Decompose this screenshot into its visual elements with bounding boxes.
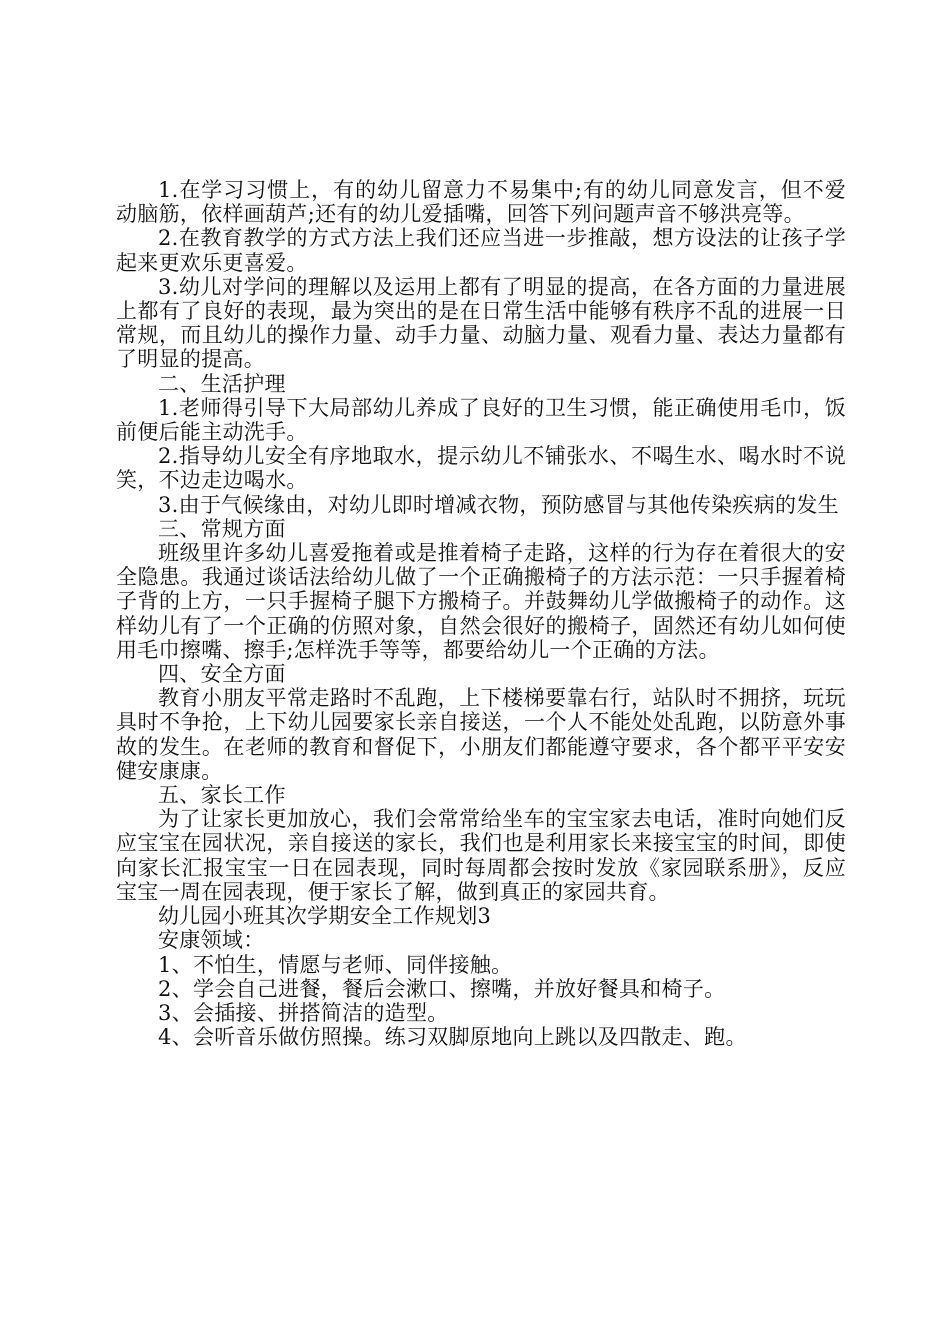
section-heading-safety: 四、安全方面 — [158, 662, 286, 687]
paragraph-study-habits: 1.在学习习惯上，有的幼儿留意力不易集中;有的幼儿同意发言，但不爱动脑筋，依样画葫芦;还有的幼儿爱插嘴，回答下列问题声音不够洪亮等。 — [116, 178, 846, 227]
document-subtitle-plan-3: 幼儿园小班其次学期安全工作规划3 — [158, 904, 492, 929]
section-heading-life-care: 二、生活护理 — [158, 371, 286, 396]
list-item-health-2: 2、学会自己进餐，餐后会漱口、擦嘴，并放好餐具和椅子。 — [158, 976, 726, 1001]
paragraph-clothing: 3.由于气候缘由，对幼儿即时增减衣物，预防感冒与其他传染疾病的发生 — [158, 492, 839, 517]
list-item-health-4: 4、会听音乐做仿照操。练习双脚原地向上跳以及四散走、跑。 — [158, 1025, 747, 1050]
paragraph-safety-education: 教育小朋友平常走路时不乱跑，上下楼梯要靠右行，站队时不拥挤，玩玩具时不争抢，上下幼儿园要家长亲自接送，一个人不能处处乱跑，以防意外事故的发生。在老师的教育和督促下，小朋友们都能遵守要求，各个都平平安安健安康康。 — [116, 686, 846, 783]
paragraph-parent-communication: 为了让家长更加放心，我们会常常给坐车的宝宝家去电话，准时向她们反应宝宝在园状况，亲自接送的家长，我们也是利用家长来接宝宝的时间，即使向家长汇报宝宝一日在园表现，同时每周都会按时发放《家园联系册》，反应宝宝一周在园表现，便于家长了解，做到真正的家园共育。 — [116, 807, 846, 904]
paragraph-drinking-water: 2.指导幼儿安全有序地取水，提示幼儿不铺张水、不喝生水、喝水时不说笑，不边走边喝水。 — [116, 444, 846, 493]
paragraph-teaching-methods: 2.在教育教学的方式方法上我们还应当进一步推敲，想方设法的让孩子学起来更欢乐更喜爱。 — [116, 226, 846, 275]
section-heading-parents: 五、家长工作 — [158, 783, 286, 808]
paragraph-hygiene-habits: 1.老师得引导下大局部幼儿养成了良好的卫生习惯，能正确使用毛巾，饭前便后能主动洗手。 — [116, 395, 846, 445]
document-body — [116, 178, 846, 1049]
paragraph-knowledge-progress: 3.幼儿对学问的理解以及运用上都有了明显的提高，在各方面的力量进展上都有了良好的表现，最为突出的是在日常生活中能够有秩序不乱的进展一日常规，而且幼儿的操作力量、动手力量、动脑力量、观看力量、表达力量都有了明显的提高。 — [116, 274, 846, 372]
paragraph-chair-carrying: 班级里许多幼儿喜爱拖着或是推着椅子走路，这样的行为存在着很大的安全隐患。我通过谈话法给幼儿做了一个正确搬椅子的方法示范：一只手握着椅子背的上方，一只手握椅子腿下方搬椅子。并鼓舞幼儿学做搬椅子的动作。这样幼儿有了一个正确的仿照对象，自然会很好的搬椅子，固然还有幼儿如何使用毛巾擦嘴、擦手;怎样洗手等等，都要给幼儿一个正确的方法。 — [116, 541, 846, 662]
section-heading-health-domain: 安康领域： — [158, 928, 265, 953]
section-heading-routine: 三、常规方面 — [158, 516, 286, 541]
list-item-health-3: 3、会插接、拼搭简洁的造型。 — [158, 1000, 449, 1025]
list-item-health-1: 1、不怕生，情愿与老师、同伴接触。 — [158, 952, 513, 977]
